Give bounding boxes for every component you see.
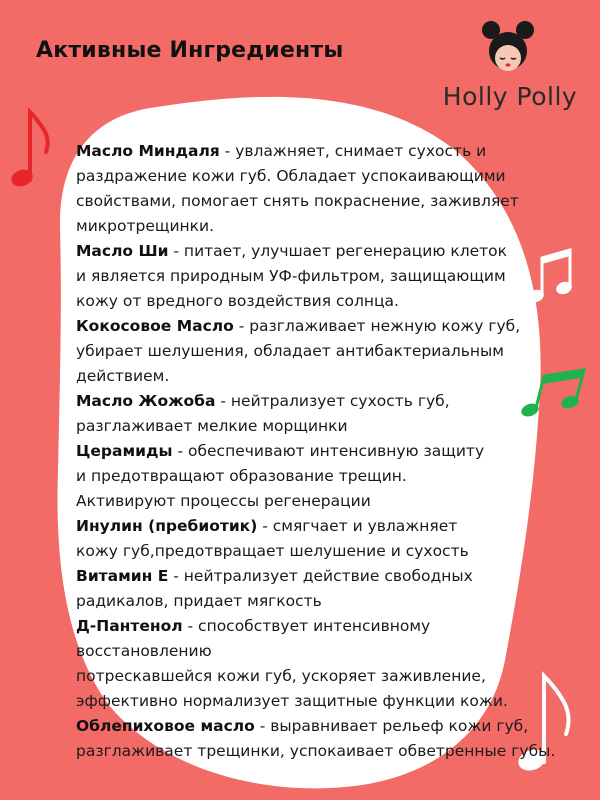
music-note-red-icon: [2, 100, 58, 190]
brand-name: Holly Polly: [442, 82, 578, 111]
ingredient-name: Облепиховое масло: [76, 717, 255, 735]
ingredient-item: [76, 514, 556, 564]
ingredient-item: [76, 439, 556, 514]
ingredient-item: [76, 614, 556, 714]
ingredient-description: - способствует интенсивному восстановлению потрескавшейся кожи губ, ускоряет заживление, эффективно нормализует защитные функции кожи.: [76, 617, 508, 710]
ingredient-description: - увлажняет, снимает сухость и раздражение кожи губ. Обладает успокаивающими свойствами, помогает снять покраснение, заживляет микротрещинки.: [76, 142, 519, 235]
ingredient-description: - нейтрализует сухость губ, разглаживает мелкие морщинки: [76, 392, 450, 435]
ingredient-description: - обеспечивают интенсивную защиту и предотвращают образование трещин. Активируют процессы регенерации: [76, 442, 485, 510]
ingredients-list: [76, 139, 556, 764]
page-title: Активные Ингредиенты: [36, 38, 344, 63]
ingredient-item: [76, 139, 556, 239]
ingredient-name: Инулин (пребиотик): [76, 517, 258, 535]
ingredient-name: Кокосовое Масло: [76, 317, 234, 335]
brand-logo: [430, 18, 590, 118]
ingredient-name: Масло Миндаля: [76, 142, 220, 160]
ingredient-name: Масло Жожоба: [76, 392, 216, 410]
ingredient-description: - смягчает и увлажняет кожу губ,предотвращает шелушение и сухость: [76, 517, 469, 560]
girl-face-logo-icon: [478, 18, 538, 78]
ingredient-description: - нейтрализует действие свободных радикалов, придает мягкость: [76, 567, 473, 610]
ingredient-item: [76, 314, 556, 389]
ingredient-item: [76, 389, 556, 439]
ingredient-item: [76, 564, 556, 614]
ingredient-name: Церамиды: [76, 442, 173, 460]
ingredient-name: Витамин Е: [76, 567, 169, 585]
ingredient-name: Масло Ши: [76, 242, 169, 260]
ingredient-description: - выравнивает рельеф кожи губ, разглаживает трещинки, успокаивает обветренные губы.: [76, 717, 556, 760]
ingredient-description: - питает, улучшает регенерацию клеток и является природным УФ-фильтром, защищающим кожу от вредного воздействия солнца.: [76, 242, 508, 310]
ingredient-item: [76, 714, 556, 764]
ingredient-item: [76, 239, 556, 314]
ingredient-name: Д-Пантенол: [76, 617, 183, 635]
ingredient-description: - разглаживает нежную кожу губ, убирает шелушения, обладает антибактериальным действием.: [76, 317, 521, 385]
